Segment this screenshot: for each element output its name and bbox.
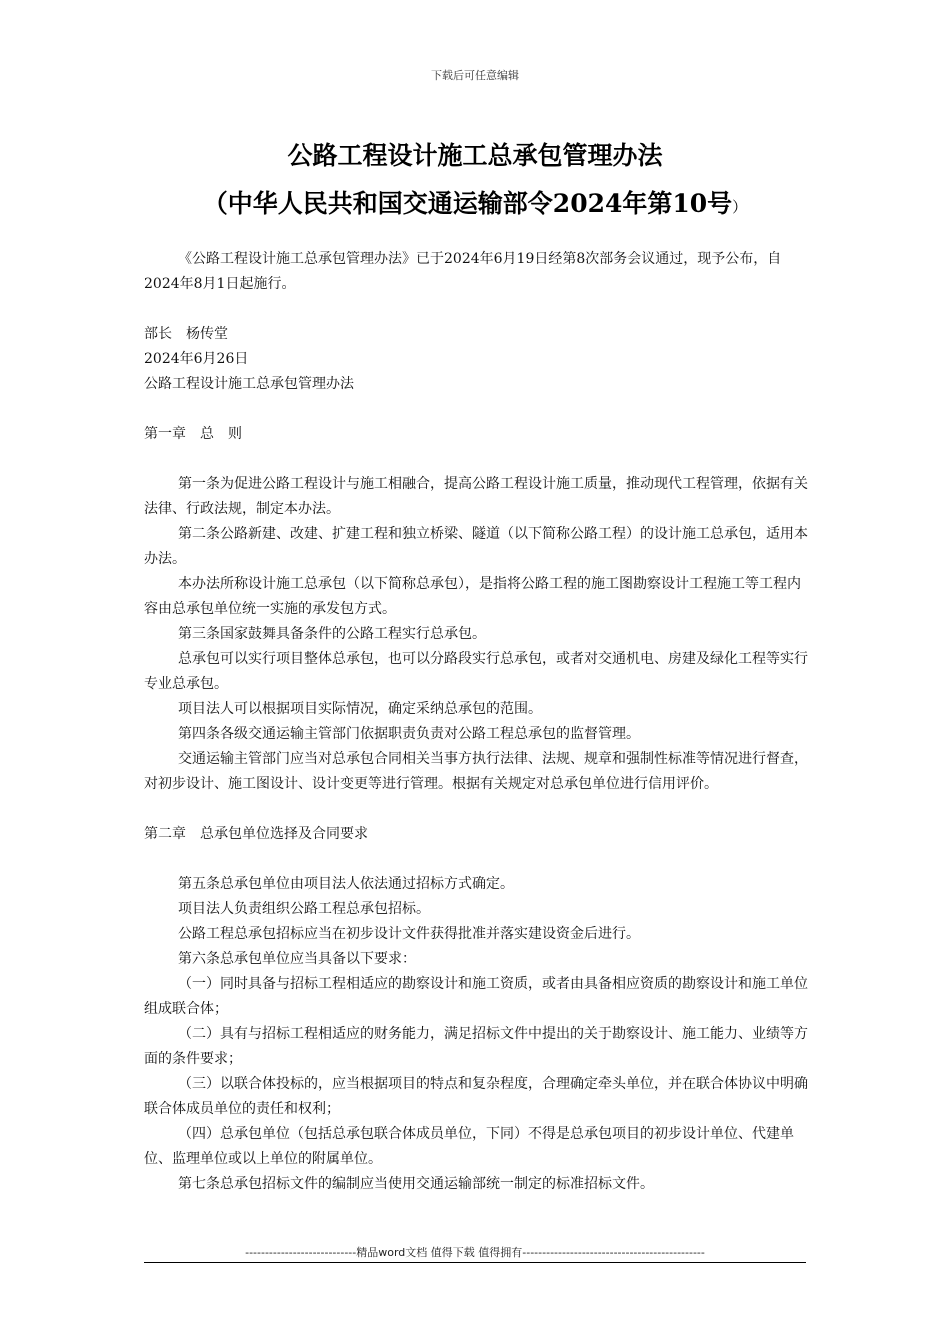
subtitle-text: （中华人民共和国交通运输部令2024年第10号 [202,189,733,218]
article-paragraph: 公路工程总承包招标应当在初步设计文件获得批准并落实建设资金后进行。 [178,926,640,942]
article-paragraph: 第五条总承包单位由项目法人依法通过招标方式确定。 [178,876,514,892]
document-body [144,247,810,1197]
document-subtitle [0,184,950,220]
chapter-heading-2: 第二章 总承包单位选择及合同要求 [144,826,368,842]
article-paragraph: 交通运输主管部门应当对总承包合同相关当事方执行法律、法规、规章和强制性标准等情况进行督查，对初步设计、施工图设计、设计变更等进行管理。根据有关规定对总承包单位进行信用评价。 [144,751,808,792]
article-paragraph: 总承包可以实行项目整体总承包，也可以分路段实行总承包，或者对交通机电、房建及绿化工程等实行专业总承包。 [144,651,808,692]
article-paragraph: 第六条总承包单位应当具备以下要求： [178,951,416,967]
list-item: （三）以联合体投标的，应当根据项目的特点和复杂程度，合理确定牵头单位，并在联合体协议中明确联合体成员单位的责任和权利； [144,1076,808,1117]
list-item: （四）总承包单位（包括总承包联合体成员单位，下同）不得是总承包项目的初步设计单位、代建单位、监理单位或以上单位的附属单位。 [144,1126,794,1167]
footer-note: ----------------------------精品word文档 值得下载 值得拥有---------------------------------------------- [245,1246,705,1259]
footer-divider [144,1262,806,1263]
intro-paragraph: 《公路工程设计施工总承包管理办法》已于2024年6月19日经第8次部务会议通过，现予公布，自2024年8月1日起施行。 [144,251,782,292]
article-paragraph: 第二条公路新建、改建、扩建工程和独立桥梁、隧道（以下简称公路工程）的设计施工总承包，适用本办法。 [144,526,808,567]
article-paragraph: 第一条为促进公路工程设计与施工相融合，提高公路工程设计施工质量，推动现代工程管理，依据有关法律、行政法规，制定本办法。 [144,476,808,517]
subtitle-close-paren: ） [732,198,748,216]
sign-date: 2024年6月26日 [144,351,249,367]
regulation-name: 公路工程设计施工总承包管理办法 [144,376,354,392]
article-paragraph: 第三条国家鼓舞具备条件的公路工程实行总承包。 [178,626,486,642]
header-note: 下载后可任意编辑 [431,69,519,82]
signer-line: 部长 杨传堂 [144,326,228,342]
article-paragraph: 项目法人可以根据项目实际情况，确定采纳总承包的范围。 [178,701,542,717]
article-paragraph: 本办法所称设计施工总承包（以下简称总承包），是指将公路工程的施工图勘察设计工程施工等工程内容由总承包单位统一实施的承发包方式。 [144,576,801,617]
article-paragraph: 项目法人负责组织公路工程总承包招标。 [178,901,430,917]
list-item: （一）同时具备与招标工程相适应的勘察设计和施工资质，或者由具备相应资质的勘察设计和施工单位组成联合体； [144,976,808,1017]
list-item: （二）具有与招标工程相适应的财务能力，满足招标文件中提出的关于勘察设计、施工能力、业绩等方面的条件要求； [144,1026,808,1067]
article-paragraph: 第四条各级交通运输主管部门依据职责负责对公路工程总承包的监督管理。 [178,726,640,742]
chapter-heading-1: 第一章 总 则 [144,426,242,442]
document-title: 公路工程设计施工总承包管理办法 [287,141,663,170]
article-paragraph: 第七条总承包招标文件的编制应当使用交通运输部统一制定的标准招标文件。 [178,1176,654,1192]
